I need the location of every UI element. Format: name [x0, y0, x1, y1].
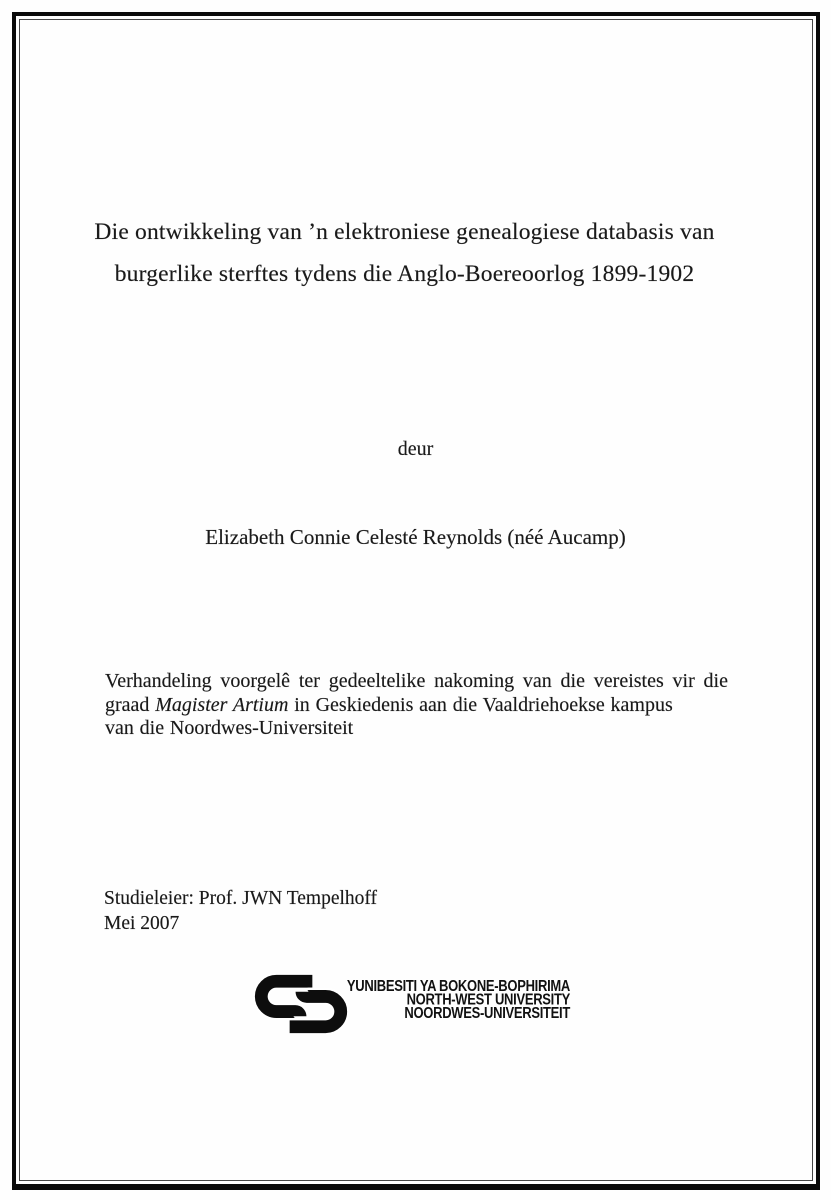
supervisor-line: Studieleier: Prof. JWN Tempelhoff — [104, 888, 378, 909]
degree-statement-line3: van die Noordwes-Universiteit — [105, 717, 354, 739]
byline-label: deur — [397, 438, 434, 460]
nwu-logo-mark-icon — [248, 969, 354, 1039]
degree-statement-line1: Verhandeling voorgelê ter gedeeltelike nakoming van die vereistes vir die — [105, 670, 728, 692]
thesis-title-line2: burgerlike sterftes tydens die Anglo-Boereoorlog 1899-1902 — [114, 261, 695, 287]
date-line: Mei 2007 — [104, 912, 180, 934]
logo-text-setswana: YUNIBESITI YA BOKONE-BOPHIRIMA — [346, 976, 570, 995]
logo-text-english: NORTH-WEST UNIVERSITY — [406, 989, 570, 1008]
thesis-title-line1: Die ontwikkeling van ’n elektroniese genealogiese databasis van — [94, 219, 715, 245]
university-logo-text — [346, 976, 570, 1022]
logo-text-afrikaans: NOORDWES-UNIVERSITEIT — [404, 1002, 570, 1022]
degree-name-italic: Magister Artium — [155, 693, 289, 716]
author-name: Elizabeth Connie Celesté Reynolds (néé Aucamp) — [205, 525, 626, 549]
degree-statement-line2 — [105, 694, 728, 718]
supervisor-block — [104, 887, 377, 936]
degree-statement-line2-prefix: graad — [105, 693, 156, 716]
degree-statement — [105, 670, 728, 741]
degree-statement-line2-suffix: in Geskiedenis aan die Vaaldriehoekse kampus — [288, 693, 673, 716]
thesis-title — [0, 211, 809, 295]
